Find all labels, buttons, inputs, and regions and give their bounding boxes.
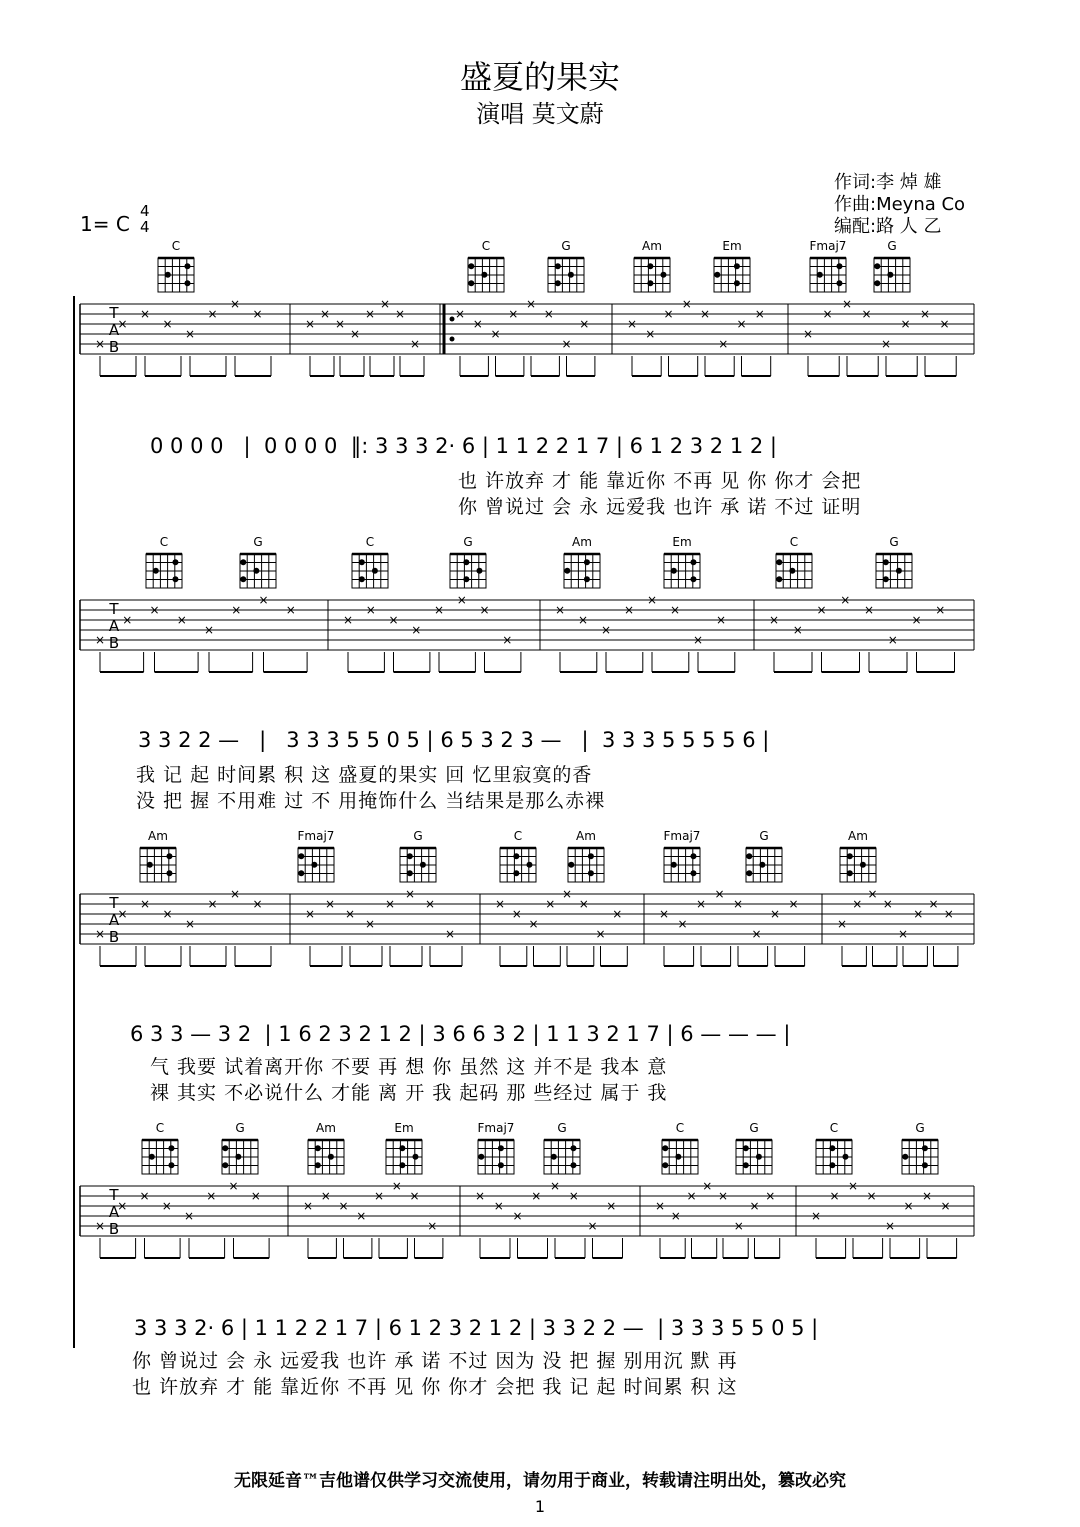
tab-note: × <box>736 317 747 331</box>
tab-note: × <box>543 307 554 321</box>
tab-note: × <box>702 1179 713 1193</box>
measure-numbers: 3 3 3 2· 6 <box>134 1316 235 1340</box>
chord-name: C <box>789 535 799 549</box>
tab-note: × <box>554 603 566 617</box>
chord-name: C <box>171 239 181 253</box>
tab-note: × <box>903 1199 914 1213</box>
tab-note: × <box>816 603 827 617</box>
tab-note: × <box>183 1209 195 1223</box>
tab-note: × <box>94 1219 106 1233</box>
tab-note: × <box>228 1179 239 1193</box>
tab-note: × <box>623 603 635 617</box>
chord-name: G <box>561 239 571 253</box>
chord-diagram <box>662 1121 698 1174</box>
tab-note: × <box>490 327 501 341</box>
chord-diagram <box>386 1121 422 1174</box>
tab-note: × <box>852 897 863 911</box>
measure-numbers: 0 0 0 0 <box>263 434 338 458</box>
chord-name: Am <box>576 829 596 843</box>
tab-note: × <box>304 907 316 921</box>
tab-note: × <box>587 1219 598 1233</box>
tab-note: × <box>822 307 833 321</box>
tab-note: × <box>751 927 762 941</box>
chord-diagram <box>450 535 486 588</box>
tab-note: × <box>319 307 331 321</box>
chord-name: Am <box>642 239 662 253</box>
tab-note: × <box>342 613 354 627</box>
measure-numbers: 1 6 2 3 2 1 2 <box>278 1022 412 1046</box>
tab-note: × <box>207 897 218 911</box>
chord-name: G <box>915 1121 925 1135</box>
tab-note: × <box>913 907 924 921</box>
tab-note: × <box>203 623 215 637</box>
tab-clef-letter: A <box>108 911 120 929</box>
tab-note: × <box>94 927 106 941</box>
tab-note: × <box>531 1189 542 1203</box>
chord-diagram <box>634 239 670 292</box>
tab-note: × <box>645 327 656 341</box>
tab-note: × <box>252 307 263 321</box>
tab-note: × <box>258 593 269 607</box>
tab-clef-letter: T <box>109 1186 119 1204</box>
chord-name: G <box>235 1121 245 1135</box>
chord-diagram <box>568 829 604 882</box>
tab-note: × <box>320 1189 331 1203</box>
tab-clef-letter: A <box>108 1203 120 1221</box>
composer-credit: 作曲:Meyna Co <box>834 194 966 215</box>
chord-name: Fmaj7 <box>663 829 701 843</box>
chord-name: C <box>155 1121 165 1135</box>
tab-note: × <box>433 603 445 617</box>
tab-note: × <box>765 1189 776 1203</box>
chord-name: Em <box>722 239 742 253</box>
tab-note: × <box>474 1189 486 1203</box>
tab-note: × <box>717 1189 729 1203</box>
tab-note: × <box>606 1199 617 1213</box>
tab-note: × <box>231 603 242 617</box>
chord-name: Em <box>672 535 692 549</box>
tab-note: × <box>792 623 803 637</box>
lyrics-verse-1: 你 曾说过 会 永 远爱我 也许 承 诺 不过 因为 没 把 握 别用沉 默 再 <box>132 1350 738 1372</box>
chord-diagram <box>746 829 782 882</box>
tab-note: × <box>117 317 128 331</box>
tab-note: × <box>714 887 725 901</box>
lyrics-verse-1: 气 我要 试着离开你 不要 再 想 你 虽然 这 并不是 我本 意 <box>150 1056 668 1078</box>
tab-clef-letter: B <box>108 634 120 652</box>
tab-note: × <box>882 897 893 911</box>
tab-note: × <box>122 613 133 627</box>
tab-note: × <box>840 593 851 607</box>
tab-note: × <box>94 337 106 351</box>
measure-numbers: 3 3 3 2· 6 <box>375 434 476 458</box>
tab-note: × <box>595 927 606 941</box>
singer-line: 演唱 莫文蔚 <box>476 100 604 128</box>
measure-numbers: 3 3 3 5 5 5 5 6 <box>601 728 756 752</box>
tab-note: × <box>884 1219 896 1233</box>
tab-note: × <box>391 1179 402 1193</box>
chord-name: Em <box>394 1121 414 1135</box>
tab-note: × <box>285 603 296 617</box>
tab-note: × <box>626 317 638 331</box>
chord-name: C <box>365 535 375 549</box>
measure-numbers: 3 3 2 2 — <box>138 728 240 752</box>
tab-clef-letter: A <box>108 617 120 635</box>
chord-name: G <box>887 239 897 253</box>
tab-note: × <box>364 307 376 321</box>
chord-diagram <box>874 239 910 292</box>
chord-name: C <box>481 239 491 253</box>
tab-note: × <box>304 317 316 331</box>
tab-note: × <box>454 307 466 321</box>
song-title: 盛夏的果实 <box>459 58 620 96</box>
tab-note: × <box>847 1179 859 1193</box>
tab-note: × <box>525 297 537 311</box>
tab-note: × <box>646 593 658 607</box>
tab-note: × <box>654 1199 666 1213</box>
measure-numbers: 6 — — — <box>680 1022 777 1046</box>
measure-numbers: 6 3 3 — 3 2 <box>130 1022 252 1046</box>
measure-numbers: 1 1 3 2 1 7 <box>546 1022 660 1046</box>
tab-note: × <box>139 897 151 911</box>
chord-name: G <box>749 1121 759 1135</box>
tab-note: × <box>754 307 765 321</box>
chord-diagram <box>714 239 750 292</box>
tab-note: × <box>479 603 490 617</box>
measure-numbers: 3 3 3 5 5 0 5 <box>670 1316 805 1340</box>
tab-note: × <box>528 917 539 931</box>
tab-note: × <box>365 603 376 617</box>
tab-note: × <box>866 1189 877 1203</box>
tab-note: × <box>836 917 848 931</box>
chord-name: Am <box>572 535 592 549</box>
tab-note: × <box>658 907 670 921</box>
measure-numbers: 0 0 0 0 <box>150 434 224 458</box>
tab-note: × <box>250 1189 261 1203</box>
tab-note: × <box>863 603 875 617</box>
chord-diagram <box>308 1121 344 1174</box>
numbers-row: 0 0 0 0 | 0 0 0 0 ‖: 3 3 3 2· 6 | 1 1 2 2 1 7 | 6 1 2 3 2 1 2 | <box>150 434 777 458</box>
tab-note: × <box>139 307 151 321</box>
arranger-credit: 编配:路 人 乙 <box>834 216 942 237</box>
chord-name: G <box>557 1121 567 1135</box>
footer-disclaimer: 无限延音™吉他谱仅供学习交流使用，请勿用于商业，转载请注明出处，篡改必究 <box>234 1471 846 1491</box>
tab-note: × <box>718 337 729 351</box>
chord-diagram <box>664 829 701 882</box>
chord-diagram <box>468 239 504 292</box>
chord-name: Am <box>848 829 868 843</box>
tab-note: × <box>379 297 391 311</box>
numbers-row: 6 3 3 — 3 2 | 1 6 2 3 2 1 2 | 3 6 6 3 2 | 1 1 3 2 1 7 | 6 — — — | <box>130 1022 791 1046</box>
tab-note: × <box>512 1209 523 1223</box>
tab-note: × <box>444 927 456 941</box>
tab-clef-letter: B <box>108 928 120 946</box>
tab-note: × <box>600 623 612 637</box>
chord-diagram <box>544 1121 580 1174</box>
tab-note: × <box>928 897 939 911</box>
chord-diagram <box>140 829 176 882</box>
tab-note: × <box>176 613 187 627</box>
tab-note: × <box>162 317 173 331</box>
chord-diagram <box>158 239 194 292</box>
chord-diagram <box>352 535 388 588</box>
chord-name: Fmaj7 <box>297 829 335 843</box>
chord-name: Am <box>316 1121 336 1135</box>
tab-note: × <box>943 907 954 921</box>
lyrics-verse-1: 也 许放弃 才 能 靠近你 不再 见 你 你才 会把 <box>458 470 862 492</box>
tab-note: × <box>715 613 727 627</box>
chord-diagram <box>142 1121 178 1174</box>
tab-note: × <box>324 897 336 911</box>
numbers-row: 3 3 3 2· 6 | 1 1 2 2 1 7 | 6 1 2 3 2 1 2 | 3 3 2 2 — | 3 3 3 5 5 0 5 | <box>134 1316 819 1340</box>
chord-diagram <box>222 1121 258 1174</box>
chord-diagram <box>840 829 876 882</box>
tab-note: × <box>940 1199 951 1213</box>
tab-clef-letter: T <box>109 304 119 322</box>
measure-numbers: 3 3 3 5 5 0 5 <box>286 728 420 752</box>
tab-clef-letter: B <box>108 338 120 356</box>
tab-note: × <box>897 927 909 941</box>
tab-clef-letter: T <box>109 894 119 912</box>
tab-note: × <box>686 1189 697 1203</box>
lyrics-verse-2: 你 曾说过 会 永 远爱我 也许 承 诺 不过 证明 <box>458 496 862 518</box>
tab-note: × <box>939 317 950 331</box>
tab-note: × <box>388 613 399 627</box>
chord-diagram <box>478 1121 515 1174</box>
tab-note: × <box>810 1209 822 1223</box>
tab-note: × <box>427 1219 438 1233</box>
chord-diagram <box>240 535 276 588</box>
tab-note: × <box>334 317 346 331</box>
chord-diagram <box>548 239 584 292</box>
time-signature-bottom: 4 <box>140 218 150 236</box>
chord-diagram <box>816 1121 852 1174</box>
chord-name: C <box>829 1121 839 1135</box>
tab-note: × <box>829 1189 840 1203</box>
chord-name: C <box>513 829 523 843</box>
tab-note: × <box>184 327 196 341</box>
chord-name: G <box>463 535 473 549</box>
tab-note: × <box>545 897 556 911</box>
chord-diagram <box>146 535 182 588</box>
tab-note: × <box>409 337 421 351</box>
chord-name: Fmaj7 <box>809 239 847 253</box>
tab-note: × <box>207 307 218 321</box>
tab-note: × <box>919 307 931 321</box>
tab-note: × <box>356 1209 367 1223</box>
tab-staff <box>0 532 1080 692</box>
tab-note: × <box>149 603 160 617</box>
chord-diagram <box>736 1121 772 1174</box>
time-signature-top: 4 <box>140 202 150 220</box>
tab-note: × <box>867 887 878 901</box>
tab-clef-letter: T <box>109 600 119 618</box>
tab-note: × <box>394 307 406 321</box>
chord-name: C <box>675 1121 685 1135</box>
chord-name: G <box>253 535 263 549</box>
tab-note: × <box>384 897 396 911</box>
tab-note: × <box>94 633 106 647</box>
tab-note: × <box>344 907 356 921</box>
tab-note: × <box>508 307 519 321</box>
tab-note: × <box>880 337 892 351</box>
measure-numbers: 6 5 3 2 3 — <box>440 728 562 752</box>
chord-diagram <box>298 829 335 882</box>
tab-note: × <box>206 1189 217 1203</box>
tab-staff <box>0 236 1080 396</box>
tab-note: × <box>669 603 681 617</box>
numbers-row: 3 3 2 2 — | 3 3 3 5 5 0 5 | 6 5 3 2 3 — | 3 3 3 5 5 5 5 6 | <box>138 728 770 752</box>
tab-note: × <box>549 1179 561 1193</box>
tab-note: × <box>139 1189 150 1203</box>
tab-note: × <box>493 1199 504 1213</box>
lyrics-verse-2: 裸 其实 不必说什么 才能 离 开 我 起码 那 些经过 属于 我 <box>150 1082 668 1104</box>
tab-note: × <box>802 327 814 341</box>
tab-note: × <box>788 897 799 911</box>
chord-diagram <box>902 1121 938 1174</box>
tab-note: × <box>677 917 688 931</box>
lyrics-verse-2: 也 许放弃 才 能 靠近你 不再 见 你 你才 会把 我 记 起 时间累 积 这 <box>132 1376 738 1398</box>
tab-note: × <box>502 633 513 647</box>
tab-note: × <box>349 327 361 341</box>
tab-note: × <box>162 907 173 921</box>
tab-note: × <box>373 1189 385 1203</box>
tab-note: × <box>733 1219 744 1233</box>
tab-staff <box>0 1118 1080 1278</box>
tab-note: × <box>663 307 674 321</box>
lyrics-verse-1: 我 记 起 时间累 积 这 盛夏的果实 回 忆里寂寞的香 <box>136 764 593 786</box>
lyricist-credit: 作词:李 焯 雄 <box>834 172 942 193</box>
measure-numbers: 3 3 2 2 — <box>542 1316 644 1340</box>
chord-diagram <box>664 535 700 588</box>
lyrics-verse-2: 没 把 握 不用难 过 不 用掩饰什么 当结果是那么赤裸 <box>136 790 606 812</box>
tab-note: × <box>409 1189 420 1203</box>
tab-note: × <box>579 317 590 331</box>
tab-note: × <box>578 897 589 911</box>
tab-note: × <box>768 613 780 627</box>
page-number: 1 <box>534 1497 546 1516</box>
chord-diagram <box>400 829 436 882</box>
tab-note: × <box>841 297 853 311</box>
measure-numbers: 6 1 2 3 2 1 2 <box>629 434 764 458</box>
tab-note: × <box>749 1199 760 1213</box>
tab-note: × <box>117 1199 128 1213</box>
key-signature: 1= C <box>80 212 130 236</box>
chord-name: G <box>759 829 769 843</box>
chord-diagram <box>564 535 600 588</box>
tab-note: × <box>681 297 692 311</box>
tab-note: × <box>561 337 572 351</box>
tab-note: × <box>577 613 589 627</box>
measure-numbers: 1 1 2 2 1 7 <box>495 434 610 458</box>
tab-note: × <box>568 1189 579 1203</box>
tab-note: × <box>612 907 623 921</box>
tab-note: × <box>921 1189 933 1203</box>
tab-note: × <box>670 1209 681 1223</box>
chord-diagram <box>876 535 912 588</box>
tab-note: × <box>472 317 483 331</box>
tab-note: × <box>699 307 711 321</box>
tab-note: × <box>411 623 422 637</box>
tab-note: × <box>732 897 744 911</box>
chord-name: C <box>159 535 169 549</box>
chord-name: G <box>413 829 423 843</box>
chord-diagram <box>776 535 812 588</box>
chord-diagram <box>500 829 536 882</box>
tab-note: × <box>695 897 707 911</box>
tab-note: × <box>900 317 911 331</box>
tab-note: × <box>456 593 467 607</box>
tab-note: × <box>494 897 506 911</box>
tab-note: × <box>302 1199 314 1213</box>
tab-clef-letter: B <box>108 1220 120 1238</box>
tab-note: × <box>887 633 898 647</box>
tab-note: × <box>511 907 522 921</box>
tab-note: × <box>935 603 946 617</box>
measure-numbers: 1 1 2 2 1 7 <box>254 1316 369 1340</box>
tab-note: × <box>117 907 128 921</box>
tab-note: × <box>769 907 781 921</box>
tab-note: × <box>184 917 196 931</box>
chord-name: Am <box>148 829 168 843</box>
tab-clef-letter: A <box>108 321 120 339</box>
tab-note: × <box>229 297 241 311</box>
tab-note: × <box>252 897 263 911</box>
tab-note: × <box>229 887 241 901</box>
measure-numbers: 6 1 2 3 2 1 2 <box>388 1316 523 1340</box>
tab-note: × <box>404 887 416 901</box>
chord-diagram <box>810 239 847 292</box>
chord-name: Fmaj7 <box>477 1121 515 1135</box>
tab-note: × <box>911 613 922 627</box>
tab-note: × <box>161 1199 172 1213</box>
tab-note: × <box>364 917 376 931</box>
tab-staff <box>0 826 1080 986</box>
tab-note: × <box>424 897 436 911</box>
tab-note: × <box>561 887 573 901</box>
tab-note: × <box>861 307 872 321</box>
tab-note: × <box>692 633 704 647</box>
tab-note: × <box>338 1199 349 1213</box>
chord-name: G <box>889 535 899 549</box>
measure-numbers: 3 6 6 3 2 <box>432 1022 526 1046</box>
